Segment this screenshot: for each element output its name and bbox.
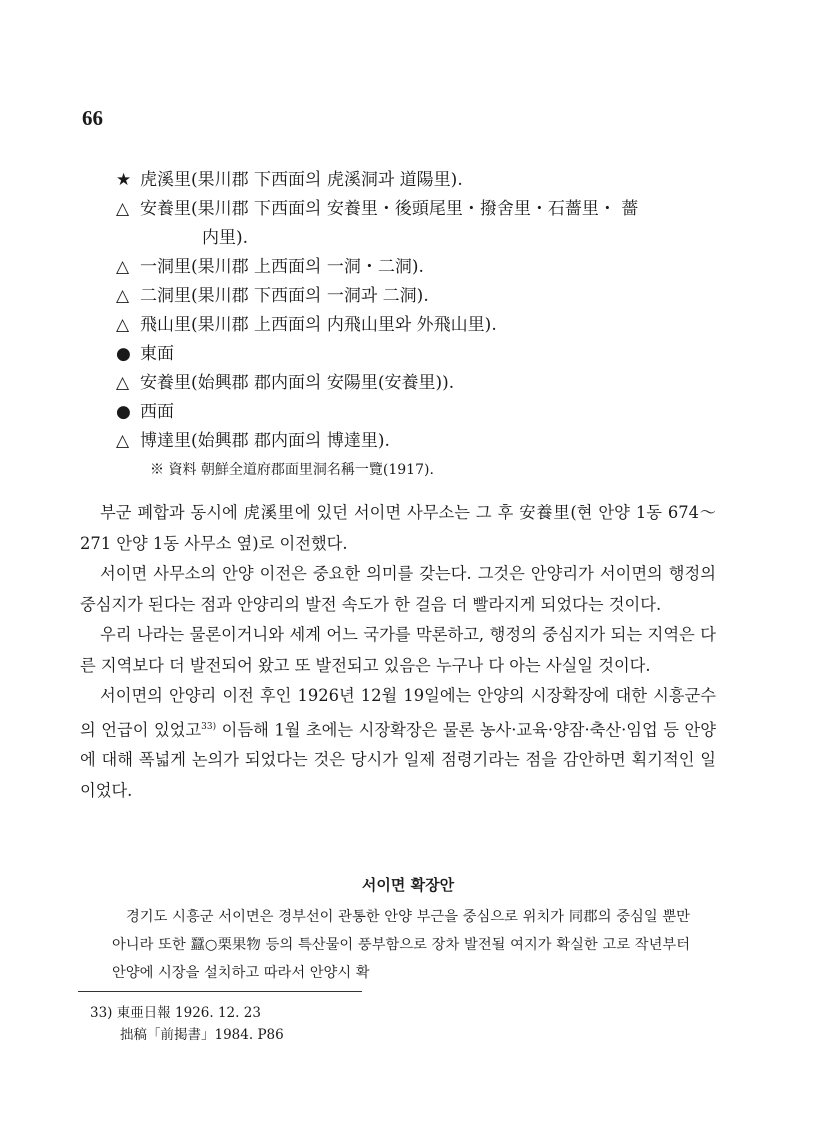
list-item bbox=[116, 427, 726, 456]
star-marker: ★ bbox=[116, 170, 132, 190]
footnote-divider bbox=[78, 991, 362, 992]
quote-block bbox=[112, 903, 690, 987]
list-item-text: 飛山里(果川郡 上西面의 内飛山里와 外飛山里). bbox=[140, 315, 497, 335]
triangle-marker: △ bbox=[116, 286, 130, 306]
list-item bbox=[116, 253, 726, 282]
paragraph: 우리 나라는 물론이거니와 세계 어느 국가를 막론하고, 행정의 중심지가 되는 지역은 다른 지역보다 더 발전되어 왔고 또 발전되고 있음은 누구나 다 아는 사실일 것이다. bbox=[80, 625, 716, 675]
list-item bbox=[116, 195, 726, 224]
village-list bbox=[116, 166, 726, 484]
source-note: ※ 資料 朝鮮全道府郡面里洞名稱一覽(1917). bbox=[150, 462, 434, 478]
bullet-marker: ● bbox=[116, 402, 131, 422]
footnote-line: 拙稿「前掲書」1984. P86 bbox=[120, 1027, 284, 1043]
quote-text: 경기도 시흥군 서이면은 경부선이 관통한 안양 부근을 중심으로 위치가 同郡의 중심일 뿐만 아니라 또한 蠶○栗果物 등의 특산물이 풍부함으로 장차 발전될 여지가 확실한 고로 작년부터 안양에 시장을 설치하고 따라서 안양시 확 bbox=[112, 909, 690, 981]
triangle-marker: △ bbox=[116, 257, 130, 277]
page-number: 66 bbox=[82, 106, 103, 130]
list-item-text: 虎溪里(果川郡 下西面의 虎溪洞과 道陽里). bbox=[140, 170, 463, 190]
list-item-text: 一洞里(果川郡 上西面의 一洞・二洞). bbox=[140, 257, 424, 277]
list-item-text: 二洞里(果川郡 下西面의 一洞과 二洞). bbox=[140, 286, 429, 306]
list-heading bbox=[116, 340, 726, 369]
triangle-marker: △ bbox=[116, 373, 130, 393]
list-heading-text: 東面 bbox=[140, 344, 174, 364]
list-item-text: 安養里(果川郡 下西面의 安養里・後頭尾里・撥舍里・石薔里・ 薔 bbox=[140, 199, 639, 219]
list-item-text: 安養里(始興郡 郡内面의 安陽里(安養里)). bbox=[140, 373, 455, 393]
list-item bbox=[116, 369, 726, 398]
bullet-marker: ● bbox=[116, 344, 131, 364]
footnote-line: 33) 東亜日報 1926. 12. 23 bbox=[90, 1005, 261, 1021]
list-item-continuation bbox=[116, 224, 726, 253]
list-item-text: 博達里(始興郡 郡内面의 博達里). bbox=[140, 431, 390, 451]
paragraph: 서이면 사무소의 안양 이전은 중요한 의미를 갖는다. 그것은 안양리가 서이면의 행정의 중심지가 된다는 점과 안양리의 발전 속도가 한 걸음 더 빨라지게 되었다는 것이다. bbox=[80, 564, 716, 614]
triangle-marker: △ bbox=[116, 199, 130, 219]
list-heading-text: 西面 bbox=[140, 402, 174, 422]
footnote bbox=[90, 1002, 284, 1046]
footnote-ref: 33) bbox=[201, 721, 217, 732]
quote-title: 서이면 확장안 bbox=[361, 876, 455, 894]
paragraph-text: 이듬해 1월 초에는 시장확장은 물론 농사·교육·양잠·축산·임업 등 안양에 대해 폭넓게 논의가 되었다는 것은 당시가 일제 점령기라는 점을 감안하면 획기적인 일이었다. bbox=[80, 719, 716, 800]
list-item-text: 内里). bbox=[202, 228, 249, 248]
paragraph-text: 서이면의 안양리 이전 후인 1926년 12월 19일에는 안양의 시장확장에 대한 시흥군수의 언급이 있었고 bbox=[80, 686, 716, 739]
triangle-marker: △ bbox=[116, 431, 130, 451]
list-heading bbox=[116, 398, 726, 427]
list-item bbox=[116, 282, 726, 311]
body-text bbox=[80, 498, 716, 806]
paragraph: 부군 폐합과 동시에 虎溪里에 있던 서이면 사무소는 그 후 安養里(현 안양 1동 674～271 안양 1동 사무소 옆)로 이전했다. bbox=[80, 503, 716, 553]
paragraph bbox=[80, 681, 716, 806]
list-item bbox=[116, 166, 726, 195]
list-item bbox=[116, 311, 726, 340]
triangle-marker: △ bbox=[116, 315, 130, 335]
